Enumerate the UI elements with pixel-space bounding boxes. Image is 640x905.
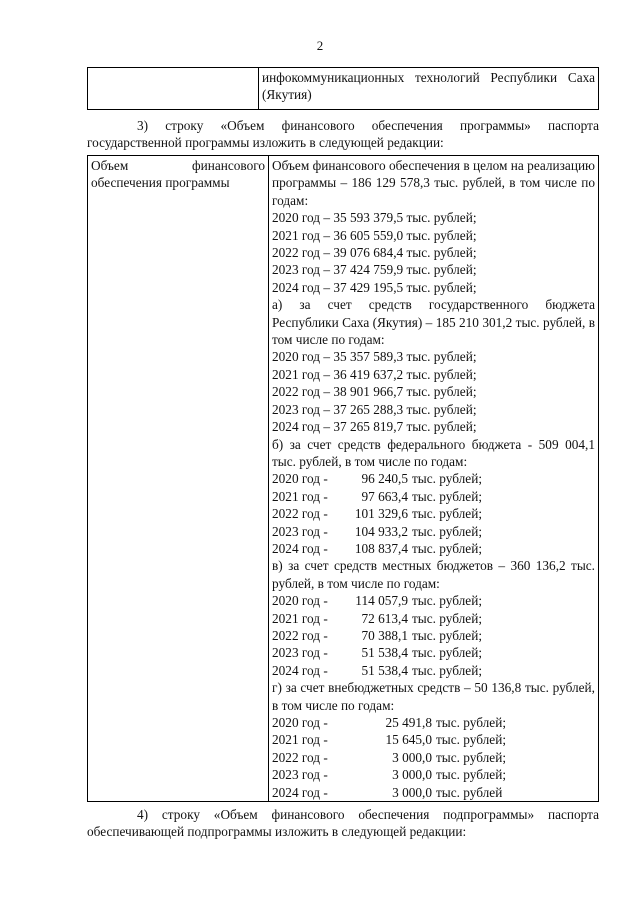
year-unit: тыс. рублей; [412, 523, 483, 539]
financing-table [87, 155, 599, 802]
year-amount: 97 663,4 [361, 488, 408, 504]
table-continuation [87, 67, 599, 110]
year-row [272, 540, 595, 557]
year-amount: 114 057,9 [355, 593, 408, 609]
year-unit: тыс. рублей; [412, 610, 483, 626]
federal-budget-text: б) за счет средств федерального бюджета - 509 004,1 тыс. рублей, в том числе по годам: [272, 436, 595, 469]
year-unit: тыс. рублей; [412, 627, 483, 643]
year-row [272, 505, 595, 522]
year-label: 2021 год - [272, 610, 328, 626]
year-amount: 3 000,0 [392, 767, 432, 783]
financing-label-cell: Объем финансового обеспечения программы [88, 156, 269, 802]
year-label: 2022 год - [272, 749, 328, 765]
year-amount: 25 491,8 [385, 715, 432, 730]
year-row [272, 488, 595, 505]
year-line: 2021 год – 36 605 559,0 тыс. рублей; [272, 227, 477, 243]
total-text: Объем финансового обеспечения в целом на реализацию программы – 186 129 578,3 тыс. рублей, в том числе по годам: [272, 158, 595, 208]
year-row [272, 592, 595, 609]
year-row [272, 610, 595, 627]
year-line: 2024 год – 37 429 195,5 тыс. рублей; [272, 279, 477, 295]
year-amount: 51 538,4 [361, 662, 408, 678]
year-row [272, 470, 595, 487]
extrabudgetary-years [272, 714, 595, 801]
year-amount: 3 000,0 [392, 749, 432, 765]
year-label: 2024 год - [272, 540, 328, 556]
year-row [272, 784, 595, 801]
year-unit: тыс. рублей [436, 784, 503, 800]
year-row [272, 644, 595, 661]
federal-budget-years [272, 470, 595, 557]
year-label: 2021 год - [272, 488, 328, 504]
year-label: 2020 год - [272, 593, 328, 609]
year-line: 2021 год – 36 419 637,2 тыс. рублей; [272, 366, 477, 382]
year-amount: 3 000,0 [392, 784, 432, 800]
year-unit: тыс. рублей; [412, 540, 483, 556]
extrabudgetary-text: г) за счет внебюджетных средств – 50 136,8 тыс. рублей, в том числе по годам: [272, 680, 595, 713]
year-line: 2020 год – 35 357 589,3 тыс. рублей; [272, 349, 477, 365]
year-row [272, 627, 595, 644]
year-amount: 51 538,4 [361, 645, 408, 661]
year-amount: 108 837,4 [354, 540, 408, 556]
year-unit: тыс. рублей; [436, 732, 507, 748]
year-label: 2023 год - [272, 645, 328, 661]
year-unit: тыс. рублей; [412, 471, 483, 487]
paragraph-4: 4) строку «Объем финансового обеспечения подпрограммы» паспорта обеспечивающей подпрограммы изложить в следующей редакции: [87, 807, 599, 840]
year-unit: тыс. рублей; [436, 767, 507, 783]
year-label: 2024 год - [272, 662, 328, 678]
year-label: 2023 год - [272, 523, 328, 539]
year-unit: тыс. рублей; [412, 506, 483, 522]
page-number: 2 [316, 38, 324, 53]
year-amount: 70 388,1 [361, 627, 408, 643]
year-label: 2024 год - [272, 784, 328, 800]
financing-value-cell [269, 156, 599, 802]
year-amount: 104 933,2 [354, 523, 408, 539]
year-row [272, 731, 595, 748]
year-row [272, 766, 595, 783]
year-line: 2024 год – 37 265 819,7 тыс. рублей; [272, 419, 477, 435]
year-amount: 101 329,6 [354, 506, 408, 522]
year-unit: тыс. рублей; [412, 662, 483, 678]
year-unit: тыс. рублей; [436, 749, 507, 765]
year-label: 2020 год - [272, 471, 328, 487]
year-amount: 15 645,0 [385, 732, 432, 748]
table-continuation-left-cell [88, 68, 259, 110]
table-continuation-right-cell: инфокоммуникационных технологий Республики Саха (Якутия) [259, 68, 599, 110]
local-budget-years [272, 592, 595, 679]
year-unit: тыс. рублей; [436, 715, 507, 730]
year-unit: тыс. рублей; [412, 488, 483, 504]
local-budget-text: в) за счет средств местных бюджетов – 360 136,2 тыс. рублей, в том числе по годам: [272, 558, 595, 591]
year-row [272, 749, 595, 766]
year-amount: 72 613,4 [361, 610, 408, 626]
total-years [272, 209, 595, 296]
year-unit: тыс. рублей; [412, 645, 483, 661]
year-unit: тыс. рублей; [412, 593, 483, 609]
year-label: 2021 год - [272, 732, 328, 748]
year-label: 2023 год - [272, 767, 328, 783]
paragraph-3: 3) строку «Объем финансового обеспечения программы» паспорта государственной программы изложить в следующей редакции: [87, 118, 599, 151]
year-label: 2022 год - [272, 627, 328, 643]
year-line: 2023 год – 37 424 759,9 тыс. рублей; [272, 262, 477, 278]
year-row [272, 714, 595, 731]
state-budget-text: а) за счет средств государственного бюджета Республики Саха (Якутия) – 185 210 301,2 тыс. рублей, в том числе по годам: [272, 297, 595, 348]
year-label: 2022 год - [272, 506, 328, 522]
year-line: 2020 год – 35 593 379,5 тыс. рублей; [272, 210, 477, 226]
year-line: 2022 год – 38 901 966,7 тыс. рублей; [272, 384, 477, 400]
year-row [272, 523, 595, 540]
year-label: 2020 год - [272, 715, 328, 730]
year-line: 2022 год – 39 076 684,4 тыс. рублей; [272, 245, 477, 261]
year-line: 2023 год – 37 265 288,3 тыс. рублей; [272, 401, 477, 417]
state-budget-years [272, 348, 595, 435]
year-amount: 96 240,5 [361, 471, 408, 487]
year-row [272, 662, 595, 679]
